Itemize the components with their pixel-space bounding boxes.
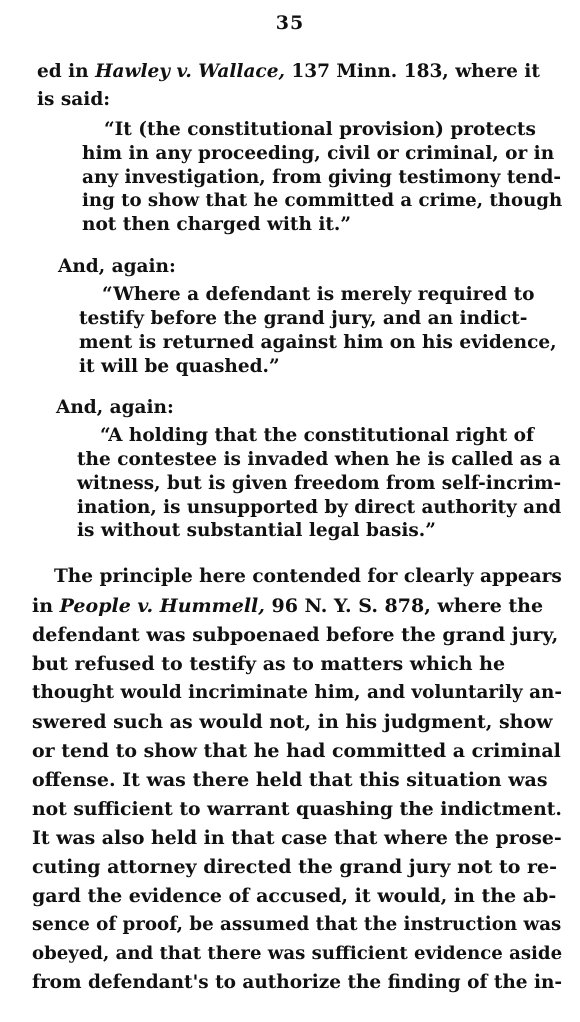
paragraph-line xyxy=(32,594,543,618)
intro-prefix: ed in xyxy=(37,61,96,82)
quote1-line: “It (the constitutional provision) protects xyxy=(104,119,536,140)
quote3-line: ination, is unsupported by direct authority and xyxy=(77,497,562,518)
paragraph-prefix: in xyxy=(32,595,60,617)
quote1-line: not then charged with it.” xyxy=(82,214,352,235)
paragraph-line: It was also held in that case that where the prose- xyxy=(32,827,562,849)
quote1-line: any investigation, from giving testimony tend- xyxy=(82,167,562,188)
paragraph-rest: 96 N. Y. S. 878, where the xyxy=(264,595,544,617)
and-again-2: And, again: xyxy=(56,397,174,418)
case-citation-hawley: Hawley v. Wallace, xyxy=(95,61,285,82)
paragraph-line: sence of proof, be assumed that the instruction was xyxy=(32,914,562,935)
intro-line-2: is said: xyxy=(37,89,111,110)
quote3-line: witness, but is given freedom from self-incrim- xyxy=(77,473,562,494)
paragraph-line: from defendant's to authorize the finding of the in- xyxy=(32,972,563,993)
paragraph-line: thought would incriminate him, and voluntarily an- xyxy=(32,682,562,703)
paragraph-line: obeyed, and that there was sufficient evidence aside xyxy=(32,943,563,964)
paragraph-line: gard the evidence of accused, it would, in the ab- xyxy=(32,885,557,907)
paragraph-line: offense. It was there held that this situation was xyxy=(32,769,548,791)
paragraph-line: cuting attorney directed the grand jury not to re- xyxy=(32,856,558,878)
and-again-1: And, again: xyxy=(58,256,176,277)
quote2-line: testify before the grand jury, and an indict- xyxy=(79,308,528,329)
paragraph-line: but refused to testify as to matters which he xyxy=(32,653,506,675)
quote3-line: is without substantial legal basis.” xyxy=(77,520,436,541)
case-citation-hummell: People v. Hummell, xyxy=(59,595,265,617)
paragraph-line: swered such as would not, in his judgment, show xyxy=(32,711,553,733)
quote1-line: him in any proceeding, civil or criminal, or in xyxy=(82,143,555,164)
quote2-line: “Where a defendant is merely required to xyxy=(102,284,535,305)
page-number: 35 xyxy=(275,12,305,34)
quote2-line: ment is returned against him on his evidence, xyxy=(79,332,557,353)
quote1-line: ing to show that he committed a crime, though xyxy=(82,190,563,211)
paragraph-line: defendant was subpoenaed before the grand jury, xyxy=(32,624,559,646)
quote2-line: it will be quashed.” xyxy=(79,356,280,377)
paragraph-line: The principle here contended for clearly appears xyxy=(54,566,562,587)
paragraph-line: or tend to show that he had committed a criminal xyxy=(32,740,561,762)
quote3-line: “A holding that the constitutional right of xyxy=(100,425,534,446)
quote3-line: the contestee is invaded when he is called as a xyxy=(77,449,561,470)
intro-rest: 137 Minn. 183, where it xyxy=(284,61,540,82)
intro-line-1 xyxy=(37,60,557,84)
paragraph-line: not sufficient to warrant quashing the indictment. xyxy=(32,798,562,820)
